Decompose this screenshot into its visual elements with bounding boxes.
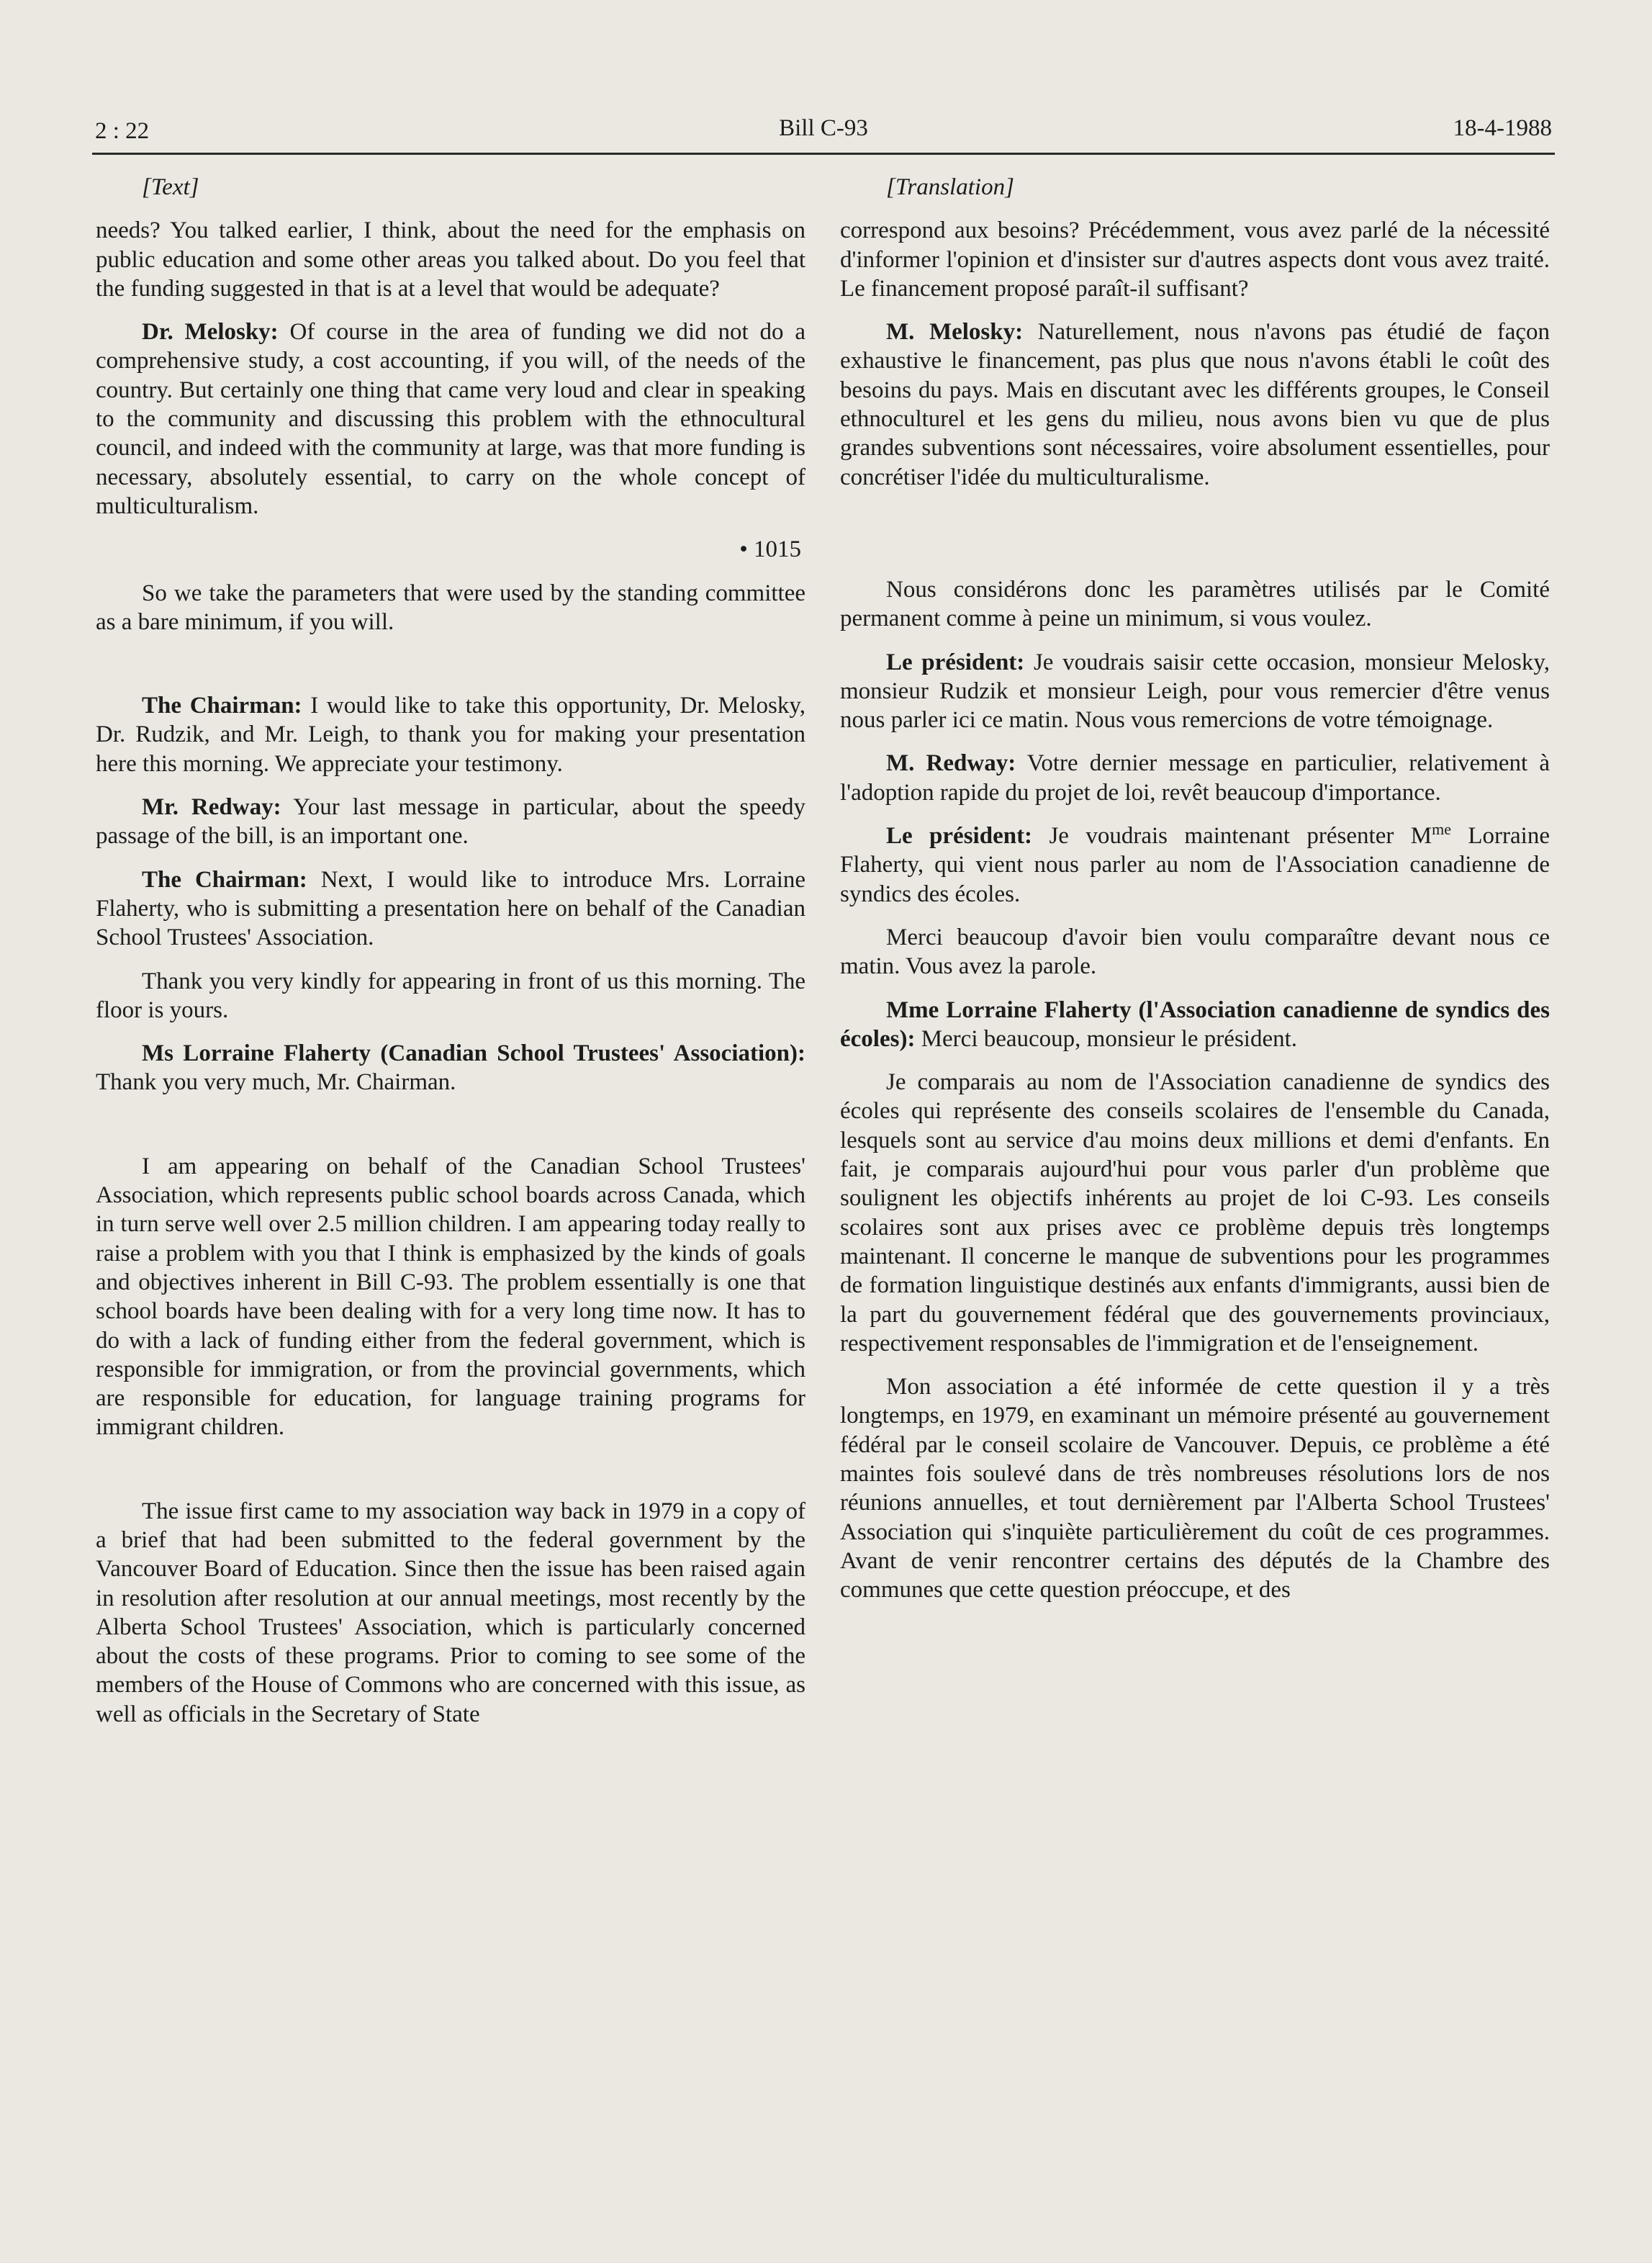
spacer: [96, 1457, 805, 1497]
speaker-name: Le président:: [886, 823, 1033, 850]
speech-text: Of course in the area of funding we did not do a comprehensive study, a cost accounting, if you will, of the needs of the country. But certainly one thing that came very loud and clear in speaking to the community and discussing this problem with the ethnocultural council, and indeed with the community at large, was that more funding is necessary, absolutely essential, to carry on the whole concept of multiculturalism.: [96, 319, 805, 519]
paragraph: correspond aux besoins? Précédemment, vous avez parlé de la nécessité d'informer l'opinion et d'insister sur d'autres aspects dont vous avez traité. Le financement proposé paraît-il suffisant?: [840, 217, 1550, 302]
speech-paragraph: [840, 749, 1550, 807]
speech-text: I would like to take this opportunity, Dr. Melosky, Dr. Rudzik, and Mr. Leigh, to thank you for making your presentation here this morning. We appreciate your testimony.: [96, 693, 806, 777]
paragraph: So we take the parameters that were used by the standing committee as a bare minimum, if you will.: [96, 580, 805, 635]
superscript: me: [1432, 820, 1451, 839]
speaker-name: Dr. Melosky:: [142, 319, 279, 346]
speech-text: Je voudrais saisir cette occasion, monsieur Melosky, monsieur Rudzik et monsieur Leigh, pour vous remercier d'être venus nous parler ici ce matin. Nous vous remercions de votre témoignage.: [840, 649, 1550, 734]
text-tag: [Text]: [142, 174, 199, 200]
paragraph: Nous considérons donc les paramètres utilisés par le Comité permanent comme à peine un minimum, si vous voulez.: [840, 576, 1550, 632]
paragraph: needs? You talked earlier, I think, about the need for the emphasis on public education and some other areas you talked about. Do you feel that the funding suggested in that is at a level that would be adequate?: [96, 217, 805, 302]
time-marker: • 1015: [739, 536, 801, 563]
speaker-name: Ms Lorraine Flaherty (Canadian School Trustees' Association):: [142, 1040, 805, 1067]
header-date: 18-4-1988: [1453, 115, 1552, 141]
speech-text: Merci beaucoup, monsieur le président.: [915, 1025, 1298, 1052]
spacer: [840, 506, 1550, 575]
paragraph: Mon association a été informée de cette question il y a très longtemps, en 1979, en examinant un mémoire présenté au gouvernement fédéral par le conseil scolaire de Vancouver. Depuis, ce problème a été maintes fois soulevé dans de très nombreuses résolutions lors de nos réunions annuelles, et tout dernièrement par l'Alberta School Trustees' Association qui s'inquiète particulièrement du coût de ces programmes. Avant de venir rencontrer certains des députés de la Chambre des communes que cette question préoccupe, et des: [840, 1374, 1550, 1603]
speech-paragraph: [840, 318, 1550, 492]
speech-text: Naturellement, nous n'avons pas étudié de façon exhaustive le financement, pas plus que nous n'avons établi le coût des besoins du pays. Mais en discutant avec les différents groupes, le Conseil ethnoculturel et les gens du milieu, nous avons bien vu que de plus grandes subventions sont nécessaires, voire absolument essentielles, pour concrétiser l'idée du multiculturalisme.: [840, 319, 1550, 490]
speech-text: Next, I would like to introduce Mrs. Lorraine Flaherty, who is submitting a presentation here on behalf of the Canadian School Trustees' Association.: [96, 866, 806, 951]
paragraph: The issue first came to my association way back in 1979 in a copy of a brief that had been submitted to the federal government by the Vancouver Board of Education. Since then the issue has been raised again in resolution after resolution at our annual meetings, most recently by the Alberta School Trustees' Association, which is particularly concerned about the costs of these programs. Prior to coming to see some of the members of the House of Commons who are concerned with this issue, as well as officials in the Secretary of State: [96, 1498, 805, 1727]
spacer: [96, 1112, 805, 1152]
speaker-name: Mr. Redway:: [142, 794, 281, 821]
speech-text: Lorraine Flaherty, qui vient nous parler au nom de l'Association canadienne de syndics des écoles.: [840, 823, 1551, 907]
speech-text: Votre dernier message en particulier, relativement à l'adoption rapide du projet de loi, revêt beaucoup d'importance.: [840, 750, 1550, 806]
paragraph: Je comparais au nom de l'Association canadienne de syndics des écoles qui représente des conseils scolaires de l'ensemble du Canada, lesquels sont au service d'au moins deux millions et demi d'enfants. En fait, je comparais aujourd'hui pour vous parler d'un problème que soulignent les objectifs inhérents au projet de loi C-93. Les conseils scolaires sont aux prises avec ce problème depuis très longtemps maintenant. Il concerne le manque de subventions pour les programmes de formation linguistique destinés aux enfants d'immigrants, aussi bien de la part du gouvernement fédéral que des gouvernements provinciaux, respectivement responsables de l'immigration et de l'enseignement.: [840, 1069, 1550, 1357]
speech-paragraph: [96, 318, 805, 521]
speech-paragraph: [96, 1039, 805, 1097]
speech-paragraph: [96, 691, 805, 778]
english-column: [96, 173, 805, 1743]
running-header: [92, 114, 1555, 155]
paragraph: Thank you very kindly for appearing in front of us this morning. The floor is yours.: [96, 968, 805, 1023]
speech-paragraph: [96, 865, 805, 953]
speech-paragraph: [840, 822, 1550, 909]
speech-paragraph: [840, 996, 1550, 1054]
speaker-name: The Chairman:: [142, 866, 307, 893]
translation-tag: [Translation]: [886, 174, 1014, 200]
speaker-name: M. Redway:: [886, 750, 1016, 777]
speaker-name: Mme Lorraine Flaherty (l'Association canadienne de syndics des écoles):: [840, 996, 1550, 1052]
speaker-name: Le président:: [886, 649, 1025, 675]
speech-text: Thank you very much, Mr. Chairman.: [96, 1069, 456, 1096]
speech-paragraph: [96, 793, 805, 851]
speech-paragraph: [840, 648, 1550, 735]
speaker-name: M. Melosky:: [886, 319, 1024, 346]
page-number: 2 : 22: [95, 118, 150, 144]
speech-text: Your last message in particular, about the speedy passage of the bill, is an important one.: [96, 794, 806, 850]
speech-text: Je voudrais maintenant présenter M: [1032, 823, 1432, 850]
document-title: Bill C-93: [779, 115, 868, 141]
paragraph: Merci beaucoup d'avoir bien voulu comparaître devant nous ce matin. Vous avez la parole.: [840, 924, 1550, 980]
speaker-name: The Chairman:: [142, 693, 302, 719]
paragraph: I am appearing on behalf of the Canadian School Trustees' Association, which represents public school boards across Canada, which in turn serve well over 2.5 million children. I am appearing today really to raise a problem with you that I think is emphasized by the kinds of goals and objectives inherent in Bill C-93. The problem essentially is one that school boards have been dealing with for a very long time now. It has to do with a lack of funding either from the federal government, which is responsible for immigration, or from the provincial governments, which are responsible for education, for language training programs for immigrant children.: [96, 1153, 805, 1441]
spacer: [96, 651, 805, 691]
french-column: [840, 173, 1550, 1619]
